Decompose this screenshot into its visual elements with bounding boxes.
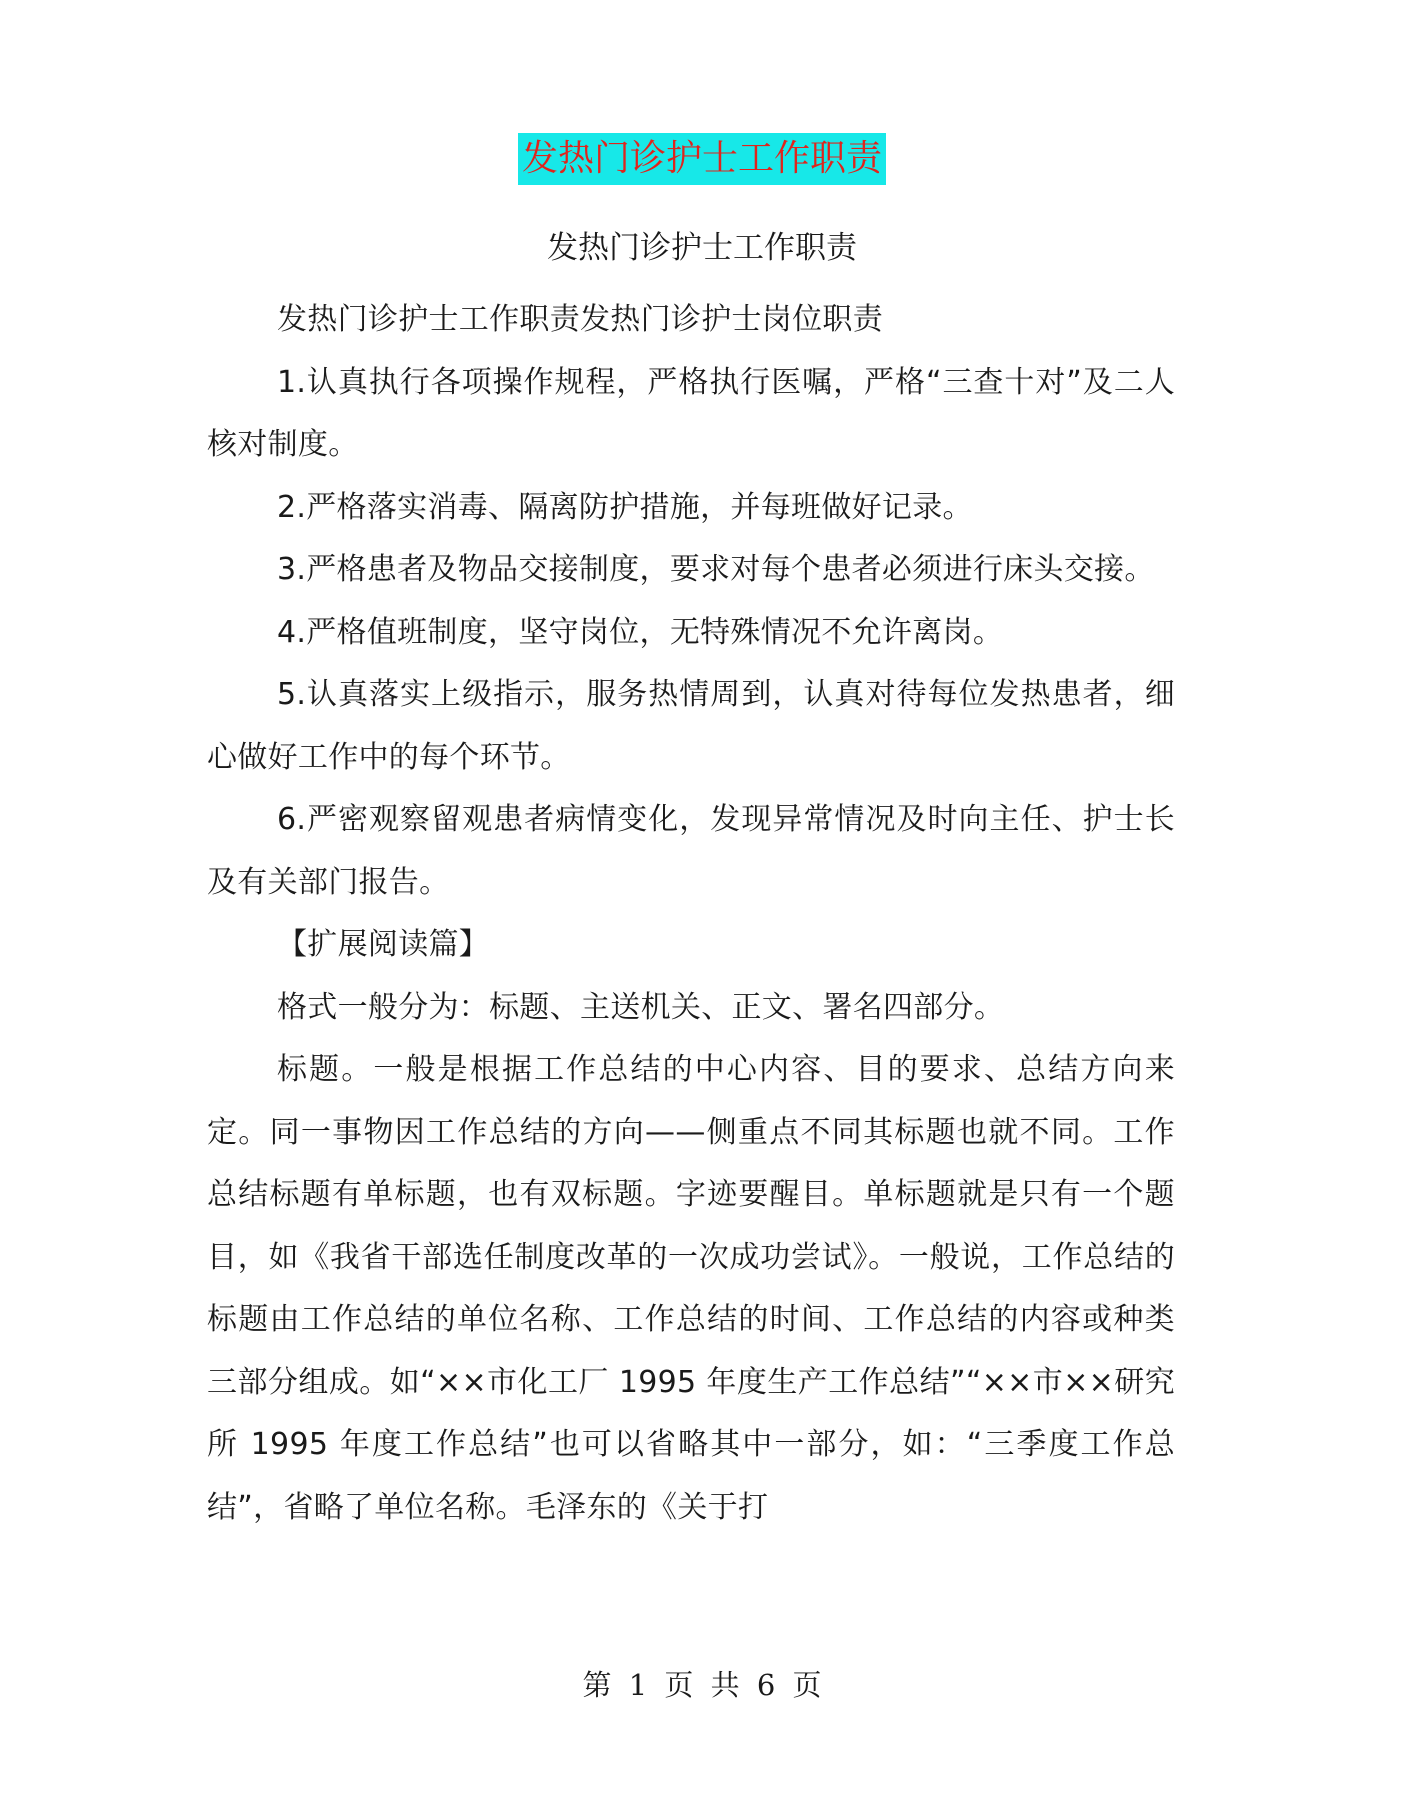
section-heading: 【扩展阅读篇】 — [277, 927, 490, 962]
page-footer: 第 1 页 共 6 页 — [582, 1668, 822, 1702]
paragraph: 2.严格落实消毒、隔离防护措施，并每班做好记录。 — [277, 489, 973, 525]
paragraph: 6.严密观察留观患者病情变化，发现异常情况及时向主任、护士长及有关部门报告。 — [207, 802, 1175, 900]
document-subtitle: 发热门诊护士工作职责 — [547, 230, 857, 266]
paragraph: 格式一般分为：标题、主送机关、正文、署名四部分。 — [277, 989, 1005, 1025]
title-block — [0, 133, 1404, 185]
document-title: 发热门诊护士工作职责 — [518, 133, 886, 185]
document-body — [207, 289, 1175, 1539]
paragraph: 1.认真执行各项操作规程，严格执行医嘱，严格“三查十对”及二人核对制度。 — [207, 364, 1175, 462]
paragraph: 标题。一般是根据工作总结的中心内容、目的要求、总结方向来定。同一事物因工作总结的方向——侧重点不同其标题也就不同。工作总结标题有单标题，也有双标题。字迹要醒目。单标题就是只有一个题目，如《我省干部选任制度改革的一次成功尝试》。一般说，工作总结的标题由工作总结的单位名称、工作总结的时间、工作总结的内容或种类三部分组成。如“××市化工厂 1995 年度生产工作总结”“××市××研究所 1995 年度工作总结”也可以省略其中一部分，如：“三季度工作总结”，省略了单位名称。毛泽东的《关于打 — [207, 1052, 1175, 1525]
paragraph: 发热门诊护士工作职责发热门诊护士岗位职责 — [277, 302, 883, 337]
paragraph: 5.认真落实上级指示，服务热情周到，认真对待每位发热患者，细心做好工作中的每个环节。 — [207, 677, 1175, 775]
paragraph: 3.严格患者及物品交接制度，要求对每个患者必须进行床头交接。 — [277, 552, 1155, 587]
paragraph: 4.严格值班制度，坚守岗位，无特殊情况不允许离岗。 — [277, 614, 1004, 650]
